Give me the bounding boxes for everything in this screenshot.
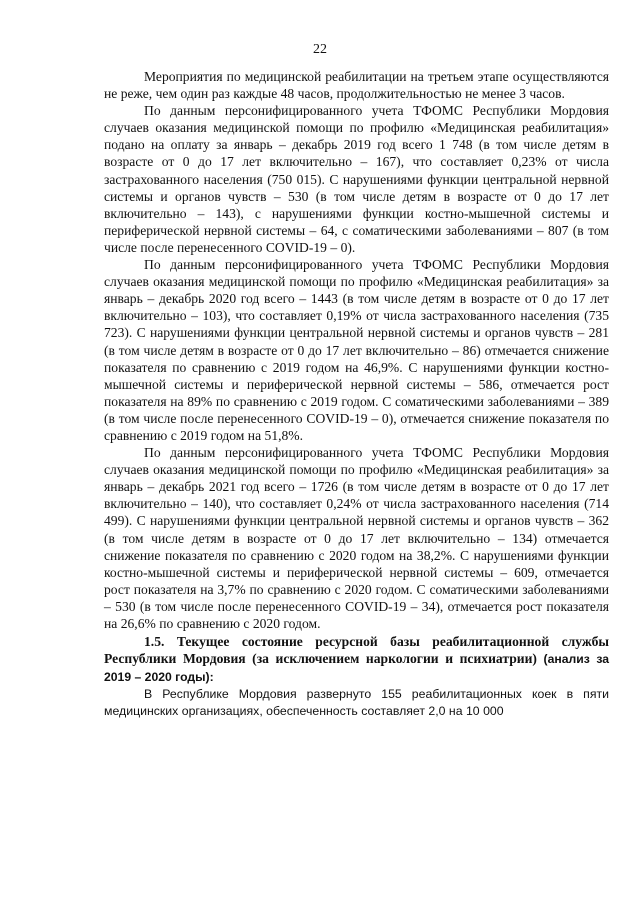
paragraph-2021-stats: По данным персонифицированного учета ТФОМС Республики Мордовия случаев оказания медицинской помощи по профилю «Медицинская реабилитация» за январь – декабрь 2021 год всего – 1726 (в том числе детям в возрасте от 0 до 17 лет включительно – 140), что составляет 0,24% от числа застрахованного населения (714 499). С нарушениями функции центральной нервной системы и органов чувств – 362 (в том числе детям в возрасте от 0 до 17 лет включительно – 134) отмечается снижение показателя по сравнению с 2020 годом на 38,2%. С нарушениями функции костно-мышечной системы и периферической нервной системы – 609, отмечается рост показателя на 3,7% по сравнению с 2020 годом. С соматическими заболеваниями – 530 (в том числе после перенесенного COVID-19 – 34), отмечается рост показателя на 26,6% по сравнению с 2020 годом. — [104, 445, 609, 631]
paragraph-rest: медицинских организациях, обеспеченность составляет 2,0 на 10 000 — [104, 703, 504, 718]
paragraph-rehab-beds — [104, 686, 609, 719]
paragraph-rehab-schedule: Мероприятия по медицинской реабилитации на третьем этапе осуществляются не реже, чем один раз каждые 48 часов, продолжительностью не менее 3 часов. — [104, 69, 609, 102]
section-heading — [104, 633, 609, 686]
paragraph-2019-stats: По данным персонифицированного учета ТФОМС Республики Мордовия случаев оказания медицинской помощи по профилю «Медицинская реабилитация» подано на оплату за январь – декабрь 2019 год всего 1 748 (в том числе детям в возрасте от 0 до 17 лет включительно – 167), что составляет 0,23% от числа застрахованного населения (750 015). С нарушениями функции центральной нервной системы и органов чувств – 530 (в том числе детям в возрасте от 0 до 17 лет включительно – 143), с нарушениями функции костно-мышечной системы и периферической нервной системы – 64, с соматическими заболеваниями – 807 (в том числе после перенесенного COVID-19 – 0). — [104, 103, 609, 255]
paragraph-lead: В Республике Мордовия развернуто 155 реабилитационных коек в пяти — [144, 687, 609, 702]
document-body — [104, 68, 609, 719]
section-subtitle: (анализ за 2019 – 2020 годы): — [104, 652, 609, 685]
section-title: 1.5. Текущее состояние ресурсной базы реабилитационной службы Республики Мордовия (за исключением наркологии и психиатрии) — [104, 634, 609, 667]
paragraph-2020-stats: По данным персонифицированного учета ТФОМС Республики Мордовия случаев оказания медицинской помощи по профилю «Медицинская реабилитация» за январь – декабрь 2020 год всего – 1443 (в том числе детям в возрасте от 0 до 17 лет включительно – 103), что составляет 0,19% от числа застрахованного населения (735 723). С нарушениями функции центральной нервной системы и органов чувств – 281 (в том числе детям в возрасте от 0 до 17 лет включительно – 86) отмечается снижение показателя по сравнению с 2019 годом на 46,9%. С нарушениями функции костно-мышечной системы и периферической нервной системы – 586, отмечается рост показателя на 89% по сравнению с 2019 годом. С соматическими заболеваниями – 389 (в том числе после перенесенного COVID-19 – 0), отмечается снижение показателя по сравнению с 2019 годом на 51,8%. — [104, 257, 609, 443]
page-number: 22 — [313, 42, 327, 57]
